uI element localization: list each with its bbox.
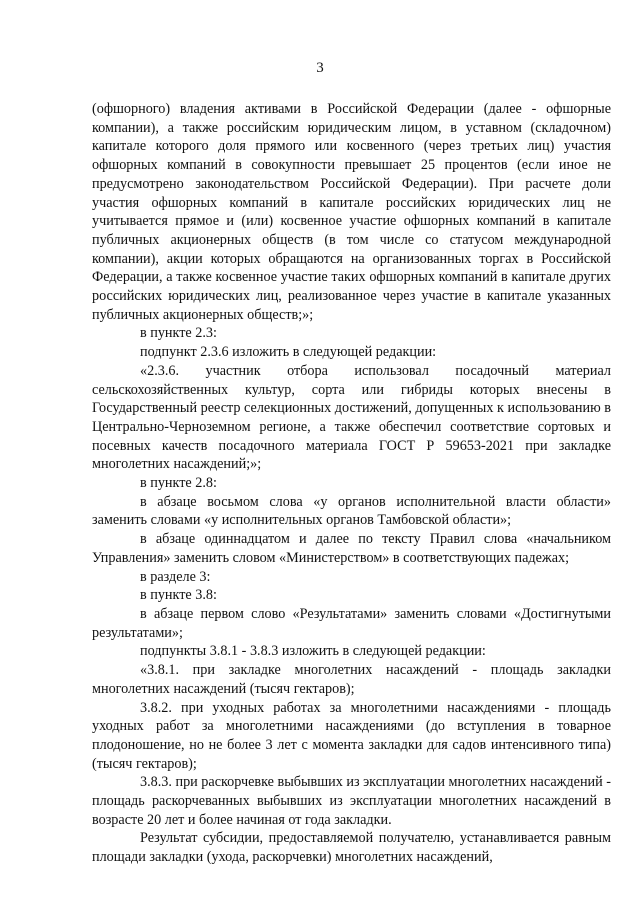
paragraph-offshore-definition: (офшорного) владения активами в Российской Федерации (далее - офшорные компании), а также российским юридическим лицом, в уставном (складочном) капитале которого доля прямого или косвенного (через третьих лиц) участия офшорных компаний в совокупности превышает 25 процентов (если иное не предусмотрено законодательством Российской Федерации). При расчете доли участия офшорных компаний в капитале российских юридических лиц не учитывается прямое и (или) косвенное участие офшорных компаний в капитале публичных акционерных обществ (в том числе со статусом международной компании), акции которых обращаются на организованных торгах в Российской Федерации, а также косвенное участие таких офшорных компаний в капитале других российских юридических лиц, реализованное через участие в капитале указанных публичных акционерных обществ;»; xyxy=(92,101,611,323)
paragraph-subpoint-3-8-1: «3.8.1. при закладке многолетних насаждений - площадь закладки многолетних насаждений (тысяч гектаров); xyxy=(92,662,611,697)
paragraph-subpoint-3-8-3: 3.8.3. при раскорчевке выбывших из эксплуатации многолетних насаждений - площадь раскорчеванных выбывших из эксплуатации многолетних насаждений в возрасте 20 лет и более начиная от года закладки. xyxy=(92,774,611,828)
paragraph-abzac-8: в абзаце восьмом слова «у органов исполнительной власти области» заменить словами «у исполнительных органов Тамбовской области»; xyxy=(92,493,611,529)
page-number: 3 xyxy=(316,60,324,76)
paragraph-point-2-8: в пункте 2.8: xyxy=(140,475,217,492)
paragraph-subpoint-3-8-2: 3.8.2. при уходных работах за многолетними насаждениями - площадь уходных работ за многолетними насаждениями (до вступления в товарное плодоношение, но не более 3 лет с момента закладки для садов интенсивного типа) (тысяч гектаров); xyxy=(92,699,611,772)
paragraph-point-2-3: в пункте 2.3: xyxy=(140,325,217,342)
paragraph-section-3: в разделе 3: xyxy=(140,568,211,585)
paragraph-point-3-8: в пункте 3.8: xyxy=(140,587,217,604)
document-body xyxy=(92,100,611,867)
paragraph-subpoints-3-8-intro: подпункты 3.8.1 - 3.8.3 изложить в следующей редакции: xyxy=(140,643,486,660)
paragraph-abzac-1: в абзаце первом слово «Результатами» заменить словами «Достигнутыми результатами»; xyxy=(92,605,611,641)
paragraph-abzac-11: в абзаце одиннадцатом и далее по тексту Правил слова «начальником Управления» заменить словом «Министерством» в соответствующих падежах; xyxy=(92,531,611,566)
paragraph-subpoint-2-3-6: «2.3.6. участник отбора использовал посадочный материал сельскохозяйственных культур, сорта или гибриды которых внесены в Государственный реестр селекционных достижений, допущенных к использованию в Центрально-Черноземном регионе, а также обеспечил соответствие сортовых и посевных качеств посадочного материала ГОСТ Р 59653-2021 при закладке многолетних насаждений;»; xyxy=(92,362,611,473)
paragraph-subpoint-2-3-6-intro: подпункт 2.3.6 изложить в следующей редакции: xyxy=(140,344,437,361)
paragraph-subsidy-result: Результат субсидии, предоставляемой получателю, устанавливается равным площади закладки (ухода, раскорчевки) многолетних насаждений, xyxy=(92,830,611,866)
